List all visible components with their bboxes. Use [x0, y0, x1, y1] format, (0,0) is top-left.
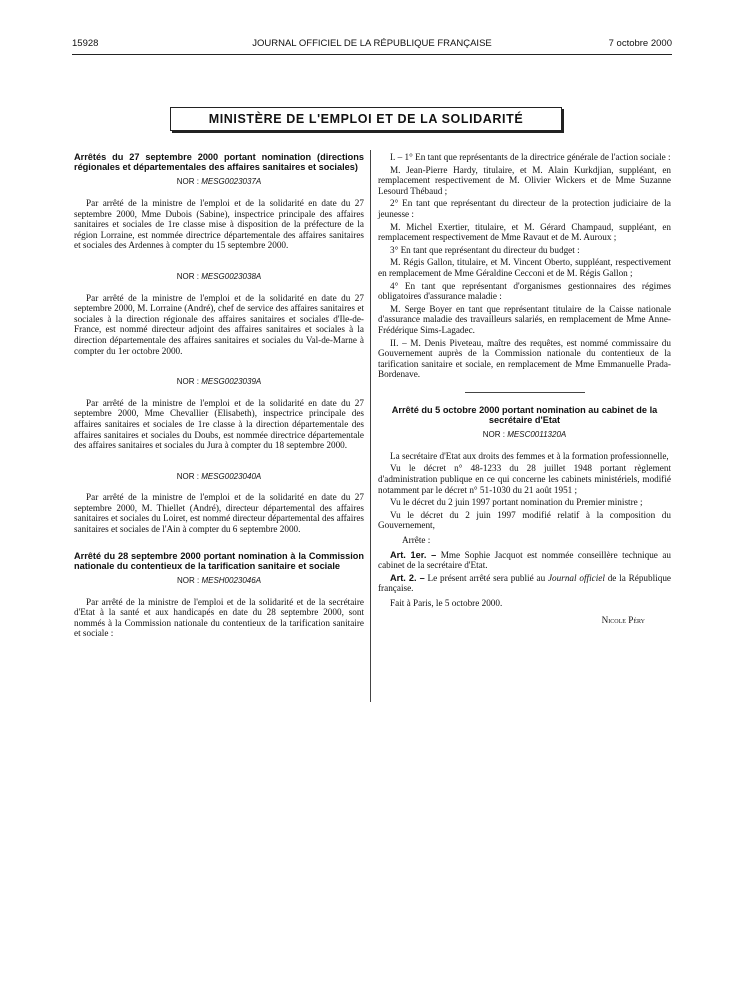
paragraph: M. Régis Gallon, titulaire, et M. Vincent Oberto, suppléant, respectivement en remplacement de Mme Géraldine Cecconi et de M. Régis Gallon ;: [378, 257, 671, 278]
paragraph: I. – 1° En tant que représentants de la directrice générale de l'action sociale :: [390, 152, 671, 162]
nor-reference: NOR : MESG0023039A: [176, 377, 262, 387]
paragraph: M. Serge Boyer en tant que représentant titulaire de la Caisse nationale d'assurance maladie des travailleurs salariés, en remplacement de Mme Anne-Frédérique Sims-Lagadec.: [378, 303, 671, 335]
nor-reference: NOR : MESG0023038A: [176, 271, 262, 281]
section-title-arretes-27-sept: Arrêtés du 27 septembre 2000 portant nomination (directions régionales et départementales des affaires sanitaires et sociales): [74, 152, 364, 173]
nor-reference: NOR : MESG0023040A: [176, 471, 262, 481]
paragraph: 3° En tant que représentant du directeur du budget :: [390, 244, 580, 255]
column-separator: [370, 150, 371, 702]
paragraph: La secrétaire d'Etat aux droits des femmes et à la formation professionnelle,: [390, 450, 669, 461]
signature: Nicole Péry: [601, 614, 645, 625]
page-number: 15928: [72, 38, 99, 49]
article-2: Art. 2. – Le présent arrêté sera publié au Journal officiel de la République française.: [378, 572, 671, 594]
paragraph-thiellet: Par arrêté de la ministre de l'emploi et de la solidarité en date du 27 septembre 2000, M. Thiellet (André), directeur départemental des affaires sanitaires et sociales du Loiret, est nommé directeur départemental des affaires sanitaires et sociales de l'Ain à compter du 6 septembre 2000.: [74, 492, 364, 535]
paragraph-dubois: Par arrêté de la ministre de l'emploi et de la solidarité en date du 27 septembre 2000, Mme Dubois (Sabine), inspectrice principale des affaires sanitaires et sociales de 1re classe mise à disposition de la préfecture de la région Lorraine, est nommée directrice départementale des affaires sanitaires et sociales des Ardennes à compter du 15 septembre 2000.: [74, 198, 364, 251]
nor-reference: NOR : MESH0023046A: [176, 576, 262, 586]
paragraph: 2° En tant que représentant du directeur de la protection judiciaire de la jeunesse :: [378, 198, 671, 219]
article-1: Art. 1er. – Mme Sophie Jacquot est nommée conseillère technique au cabinet de la secrétaire d'Etat.: [378, 549, 672, 571]
section-title-arrete-28-sept: Arrêté du 28 septembre 2000 portant nomination à la Commission nationale du contentieux de la tarification sanitaire et sociale: [74, 550, 364, 571]
paragraph: Vu le décret n° 48-1233 du 28 juillet 1948 portant règlement d'administration publique en ce qui concerne les cabinets ministériels, modifié notamment par le décret n° 51-1030 du 21 août 1951 ;: [378, 463, 671, 495]
paragraph-lorraine: Par arrêté de la ministre de l'emploi et de la solidarité en date du 27 septembre 2000, M. Lorraine (André), chef de service des affaires sanitaires et sociales à la direction régionale des affaires sanitaires et sociales d'Ile-de-France, est nommé directeur adjoint des affaires sanitaires et sociales à la direction départementale des affaires sanitaires et sociales du Val-de-Marne à compter du 1er octobre 2000.: [74, 292, 364, 356]
done-at: Fait à Paris, le 5 octobre 2000.: [390, 598, 503, 608]
paragraph: M. Jean-Pierre Hardy, titulaire, et M. Alain Kurkdjian, suppléant, en remplacement respectivement de M. Olivier Wickers et de Mme Suzanne Lesourd Thébaud ;: [378, 164, 671, 196]
arrete-heading: Arrête :: [402, 535, 431, 546]
nor-reference: NOR : MESG0023037A: [176, 177, 262, 187]
ministry-banner: MINISTÈRE DE L'EMPLOI ET DE LA SOLIDARITÉ: [170, 107, 562, 131]
left-column: [74, 152, 364, 641]
paragraph-commission: Par arrêté de la ministre de l'emploi et de la solidarité et de la secrétaire d'Etat à la santé et aux handicapés en date du 28 septembre 2000, sont nommés à la Commission nationale du contentieux de la tarification sanitaire et sociale :: [74, 596, 364, 639]
header-rule: [72, 54, 672, 55]
section-title-arrete-5-oct: Arrêté du 5 octobre 2000 portant nomination au cabinet de la secrétaire d'Etat: [391, 404, 658, 426]
paragraph: M. Michel Exertier, titulaire, et M. Gérard Champaud, suppléant, en remplacement respectivement de Mme Ravaut et de M. Auroux ;: [378, 221, 671, 243]
paragraph: Vu le décret du 2 juin 1997 portant nomination du Premier ministre ;: [390, 497, 643, 508]
paragraph-chevallier: Par arrêté de la ministre de l'emploi et de la solidarité en date du 27 septembre 2000, Mme Chevallier (Elisabeth), inspectrice principale des affaires sanitaires et sociales de 1re classe à la direction départementale des affaires sanitaires et sociales du Doubs, est nommée directrice départementale des affaires sanitaires et sociales du Jura à compter du 18 septembre 2000.: [74, 397, 364, 451]
journal-title: JOURNAL OFFICIEL DE LA RÉPUBLIQUE FRANÇAISE: [252, 38, 492, 49]
paragraph: II. – M. Denis Piveteau, maître des requêtes, est nommé commissaire du Gouvernement auprès de la Commission nationale du contentieux de la tarification sanitaire et sociale, en remplacement de Mme Emmanuelle Prada-Bordenave.: [378, 337, 671, 380]
right-column: [378, 152, 671, 627]
page-header: [72, 38, 672, 52]
paragraph: Vu le décret du 2 juin 1997 modifié relatif à la composition du Gouvernement,: [378, 509, 671, 531]
nor-reference: NOR : MESC0011320A: [482, 430, 567, 440]
section-divider: [465, 392, 585, 393]
paragraph: 4° En tant que représentant d'organismes gestionnaires des régimes obligatoires d'assurance maladie :: [378, 280, 671, 302]
issue-date: 7 octobre 2000: [608, 38, 672, 49]
